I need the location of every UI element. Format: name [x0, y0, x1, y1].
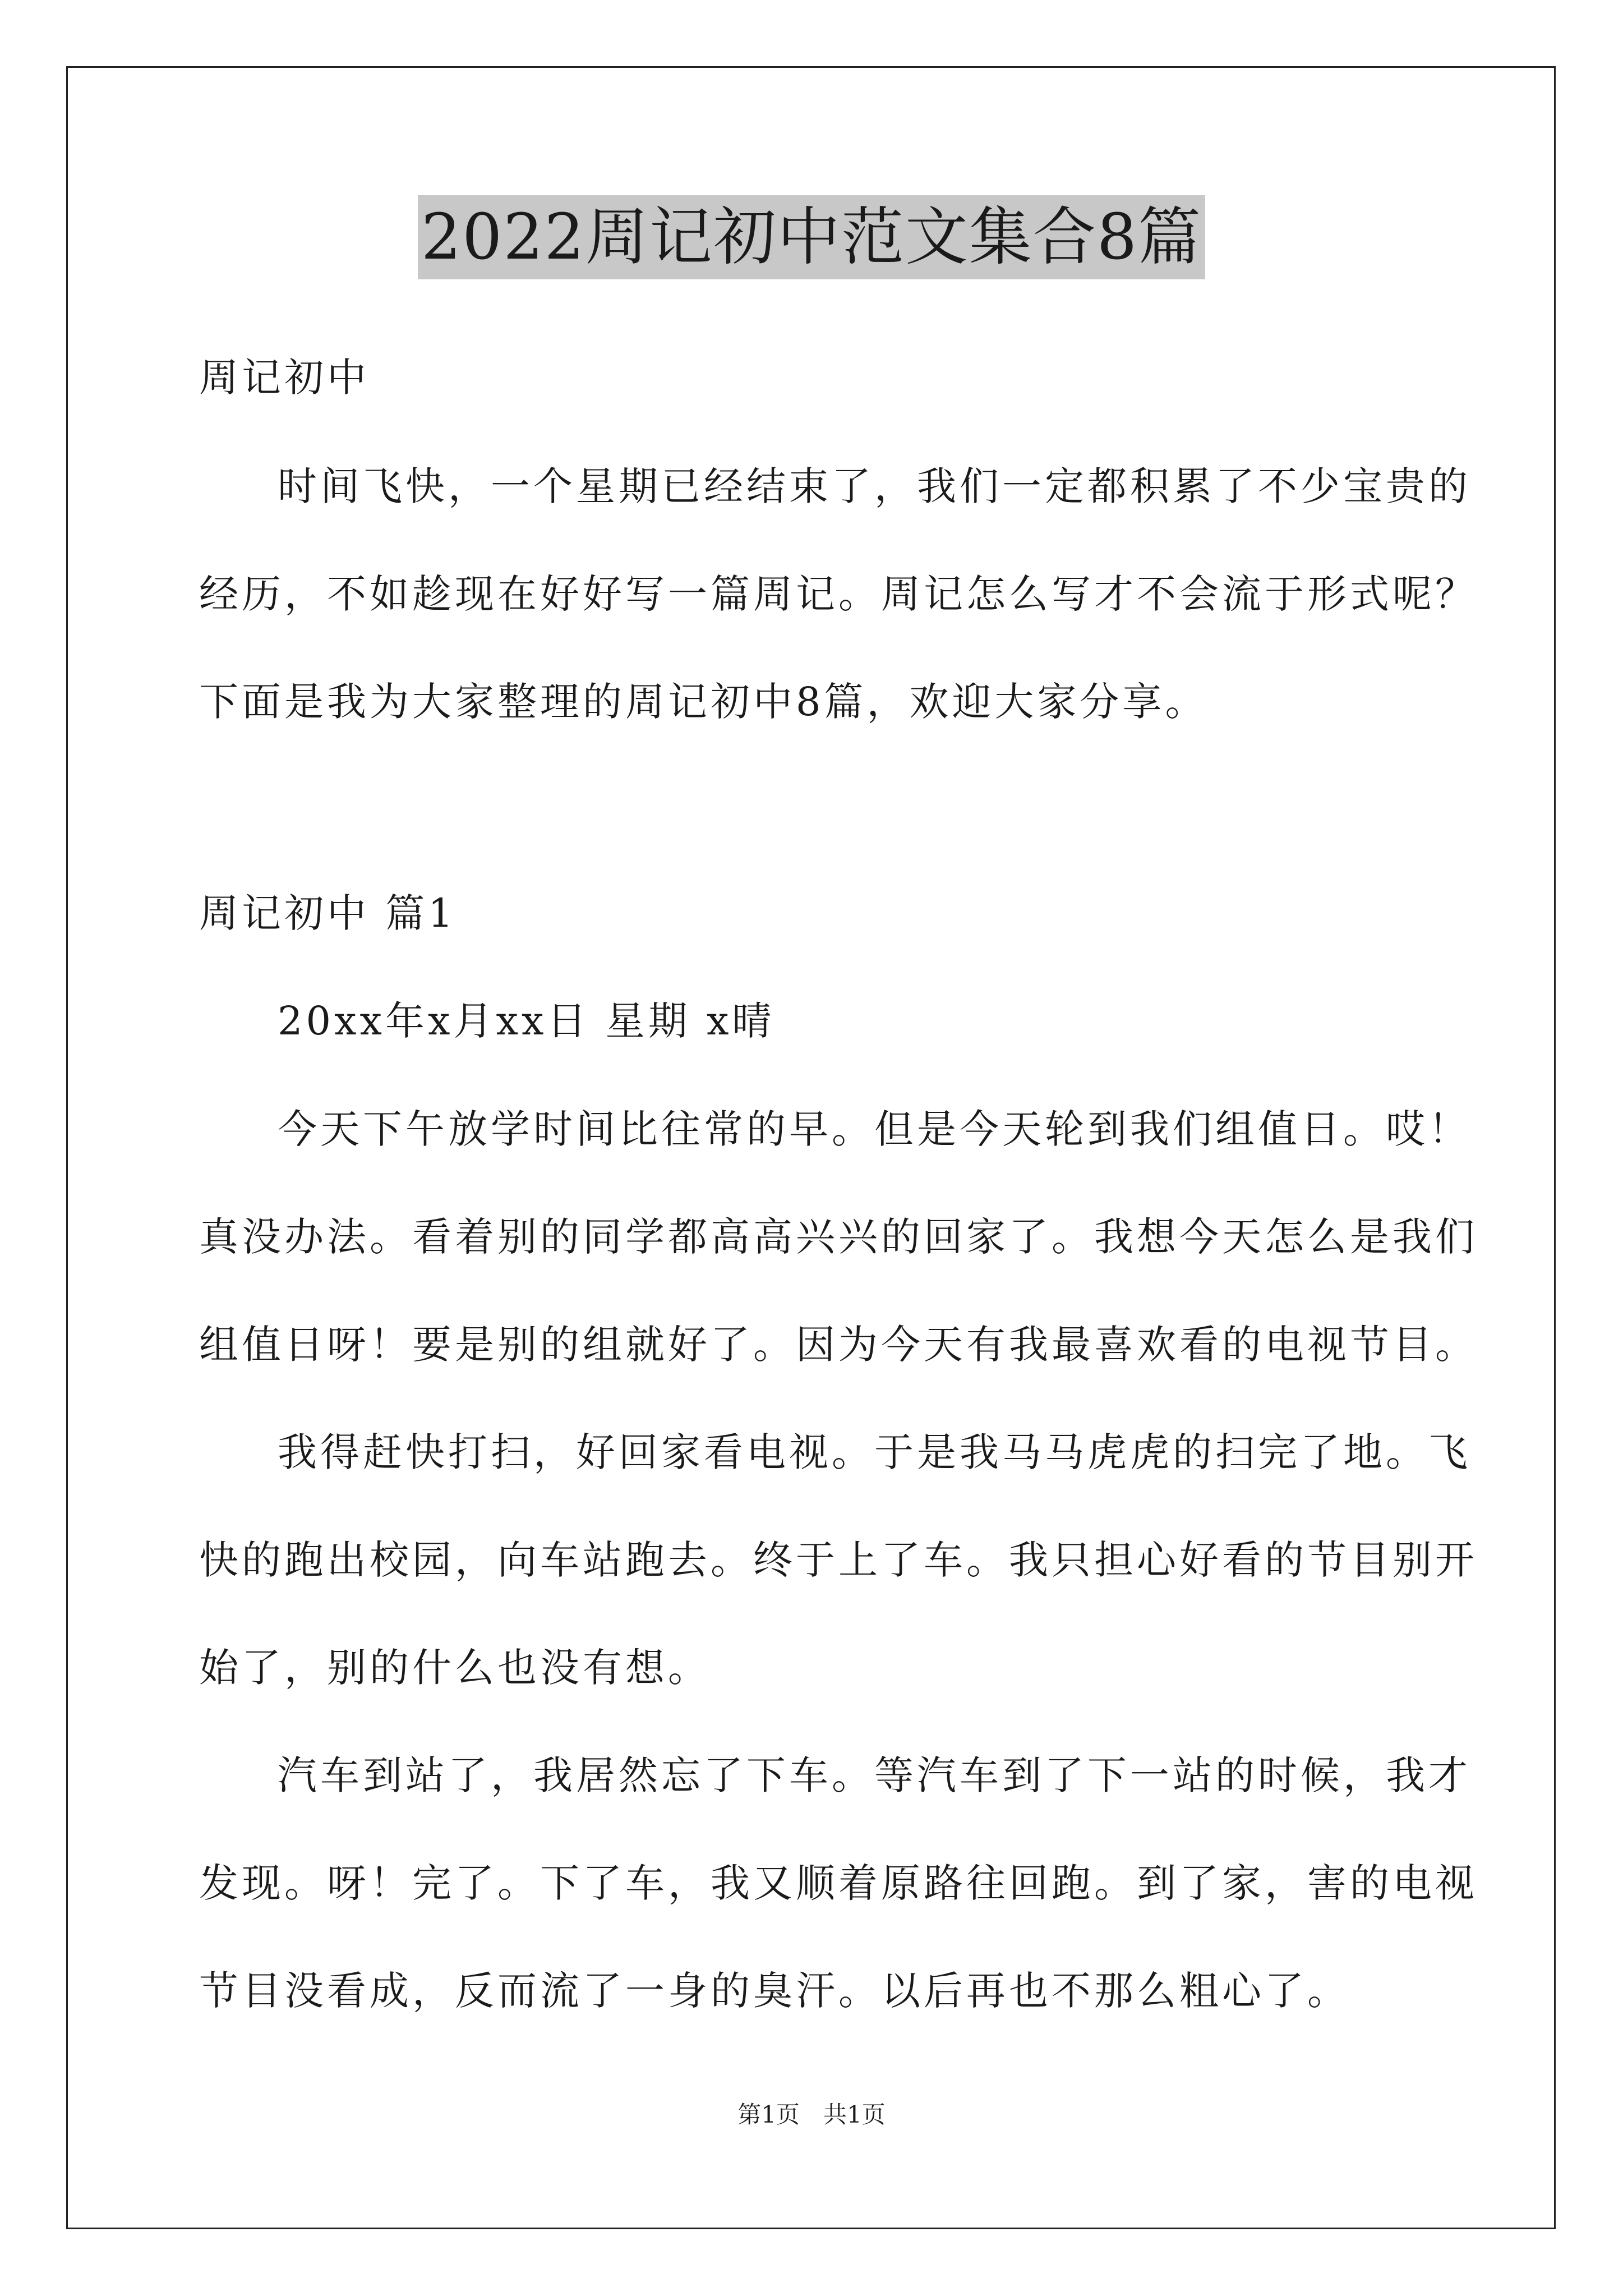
paragraph1-line-3: 组值日呀！要是别的组就好了。因为今天有我最喜欢看的电视节目。: [199, 1322, 1478, 1368]
paragraph3-line-3: 节目没看成，反而流了一身的臭汗。以后再也不那么粗心了。: [199, 1968, 1350, 2014]
paragraph3-line-2: 发现。呀！完了。下了车，我又顺着原路往回跑。到了家，害的电视: [199, 1860, 1478, 1906]
paragraph2-line-3: 始了，别的什么也没有想。: [199, 1645, 711, 1691]
article-heading: 周记初中 篇1: [199, 890, 457, 936]
title-container: [0, 195, 1623, 279]
intro-line-1: 时间飞快，一个星期已经结束了，我们一定都积累了不少宝贵的: [278, 463, 1471, 509]
paragraph2-line-1: 我得赶快打扫，好回家看电视。于是我马马虎虎的扫完了地。飞: [278, 1429, 1471, 1475]
paragraph1-line-1: 今天下午放学时间比往常的早。但是今天轮到我们组值日。哎！: [278, 1106, 1471, 1152]
intro-line-2: 经历，不如趁现在好好写一篇周记。周记怎么写才不会流于形式呢？: [199, 571, 1478, 617]
date-line: 20xx年x月xx日 星期 x晴: [278, 998, 775, 1044]
intro-line-3: 下面是我为大家整理的周记初中8篇，欢迎大家分享。: [199, 679, 1208, 725]
section-heading: 周记初中: [199, 355, 370, 401]
paragraph1-line-2: 真没办法。看着别的同学都高高兴兴的回家了。我想今天怎么是我们: [199, 1214, 1478, 1260]
document-title: 2022周记初中范文集合8篇: [418, 195, 1205, 279]
page-footer: 第1页 共1页: [737, 2101, 886, 2128]
paragraph2-line-2: 快的跑出校园，向车站跑去。终于上了车。我只担心好看的节目别开: [199, 1537, 1478, 1583]
paragraph3-line-1: 汽车到站了，我居然忘了下车。等汽车到了下一站的时候，我才: [278, 1752, 1471, 1798]
